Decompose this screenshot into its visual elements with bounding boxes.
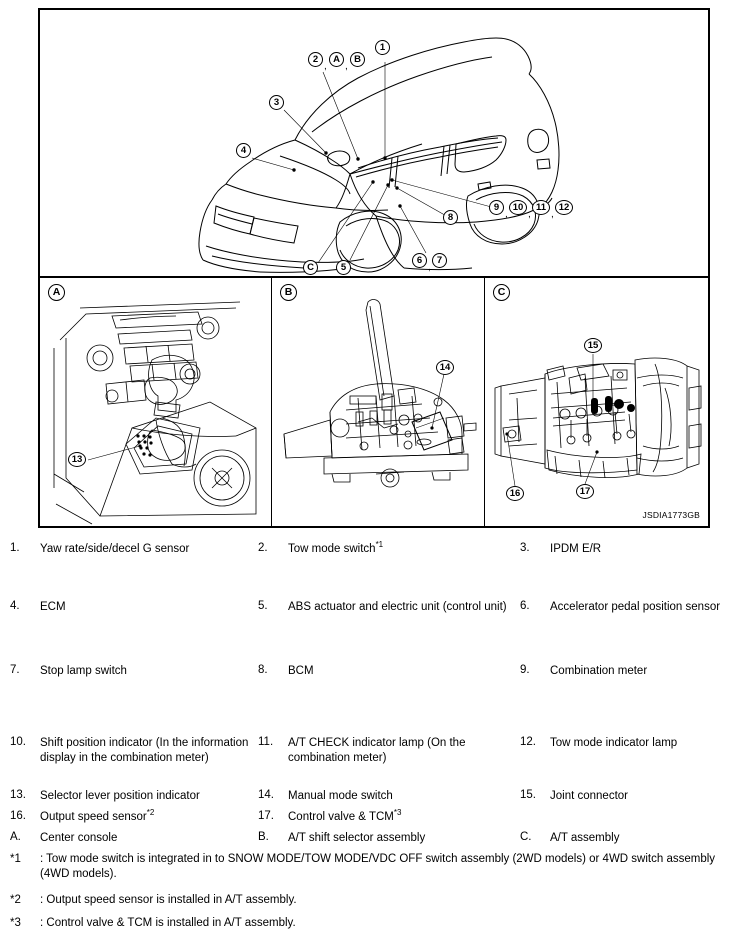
callout-letter-c: C	[303, 260, 318, 275]
legend-index: 6.	[520, 600, 530, 612]
footnote-marker: *3	[10, 917, 21, 929]
callout-10: 10	[509, 200, 527, 215]
legend-label: Shift position indicator (In the information display in the combination meter)	[40, 737, 249, 764]
legend-index: 2.	[258, 542, 268, 554]
legend-label: ABS actuator and electric unit (control unit)	[288, 601, 507, 613]
legend-label: Selector lever position indicator	[40, 790, 200, 802]
legend-label: A/T shift selector assembly	[288, 832, 426, 844]
legend-index: A.	[10, 831, 21, 843]
legend-label: Tow mode indicator lamp	[550, 737, 678, 749]
legend-label: Tow mode switch$^{*1}$	[288, 540, 384, 555]
callout-5: 5	[336, 260, 351, 275]
callout-separator: ,	[528, 209, 531, 220]
legend-index: 5.	[258, 600, 268, 612]
footnote-text: : Output speed sensor is installed in A/T assembly.	[40, 894, 297, 906]
legend-index: 12.	[520, 736, 536, 748]
callout-7: 7	[432, 253, 447, 268]
callout-12: 12	[555, 200, 573, 215]
legend-label: Control valve & TCM$^{*3}$	[288, 808, 402, 823]
legend-index: 4.	[10, 600, 20, 612]
callout-8: 8	[443, 210, 458, 225]
footnote-marker: *2	[10, 894, 21, 906]
legend-index: 15.	[520, 789, 536, 801]
callout-6: 6	[412, 253, 427, 268]
callout-15: 15	[584, 338, 602, 353]
legend-label: A/T assembly	[550, 832, 620, 844]
component-location-figure	[38, 8, 710, 528]
callout-9: 9	[489, 200, 504, 215]
callout-separator: ,	[551, 209, 554, 220]
legend-index: B.	[258, 831, 269, 843]
legend-index: C.	[520, 831, 532, 843]
callout-separator: ,	[324, 61, 327, 72]
legend-label: Center console	[40, 832, 118, 844]
callout-3: 3	[269, 95, 284, 110]
callout-17: 17	[576, 484, 594, 499]
callout-separator: ,	[345, 61, 348, 72]
callout-16: 16	[506, 486, 524, 501]
legend-index: 16.	[10, 810, 26, 822]
legend-index: 1.	[10, 542, 20, 554]
panel-b-shift-selector	[272, 278, 485, 526]
callout-1: 1	[375, 40, 390, 55]
callout-letter-a: A	[329, 52, 344, 67]
vehicle-illustration-panel	[40, 10, 708, 278]
callout-11: 11	[532, 200, 550, 215]
legend-label: IPDM E/R	[550, 543, 602, 555]
callout-2: 2	[308, 52, 323, 67]
legend-index: 10.	[10, 736, 26, 748]
legend-index: 13.	[10, 789, 26, 801]
legend-label: BCM	[288, 665, 314, 677]
legend-index: 9.	[520, 664, 530, 676]
panel-a-center-console	[40, 278, 272, 526]
footnote-text: : Control valve & TCM is installed in A/T assembly.	[40, 917, 296, 929]
legend-footnote-ref: *3	[393, 808, 402, 818]
panel-b-letter: B	[280, 284, 297, 301]
legend-index: 14.	[258, 789, 274, 801]
footnote-marker: *1	[10, 853, 21, 865]
callout-14: 14	[436, 360, 454, 375]
panel-a-letter: A	[48, 284, 65, 301]
legend-index: 8.	[258, 664, 268, 676]
legend-label: Combination meter	[550, 665, 648, 677]
legend-label: ECM	[40, 601, 66, 613]
callout-separator: ,	[428, 262, 431, 273]
legend-index: 7.	[10, 664, 20, 676]
legend-label: Accelerator pedal position sensor	[550, 601, 721, 613]
callout-13: 13	[68, 452, 86, 467]
footnote-text: : Tow mode switch is integrated in to SNOW MODE/TOW MODE/VDC OFF switch assembly (2WD models) or 4WD switch assembly (4WD models).	[40, 853, 716, 880]
legend-index: 17.	[258, 810, 274, 822]
legend-label: Manual mode switch	[288, 790, 393, 802]
shift-selector-drawing	[272, 278, 485, 526]
legend-label: Stop lamp switch	[40, 665, 127, 677]
legend-label: Yaw rate/side/decel G sensor	[40, 543, 190, 555]
detail-panel-row	[40, 278, 708, 526]
figure-id-label: JSDIA1773GB	[642, 510, 700, 520]
callout-separator: ,	[505, 209, 508, 220]
callout-letter-b: B	[350, 52, 365, 67]
legend-index: 11.	[258, 736, 274, 748]
legend-footnote-ref: *1	[375, 540, 384, 550]
callout-4: 4	[236, 143, 251, 158]
legend-label: Output speed sensor$^{*2}$	[40, 808, 155, 823]
legend-index: 3.	[520, 542, 530, 554]
legend-footnote-ref: *2	[146, 808, 155, 818]
center-console-drawing	[40, 278, 272, 526]
panel-c-letter: C	[493, 284, 510, 301]
panel-c-at-assembly	[485, 278, 708, 526]
legend-label: A/T CHECK indicator lamp (On the combination meter)	[288, 737, 466, 764]
vehicle-drawing	[40, 10, 708, 274]
legend-label: Joint connector	[550, 790, 628, 802]
